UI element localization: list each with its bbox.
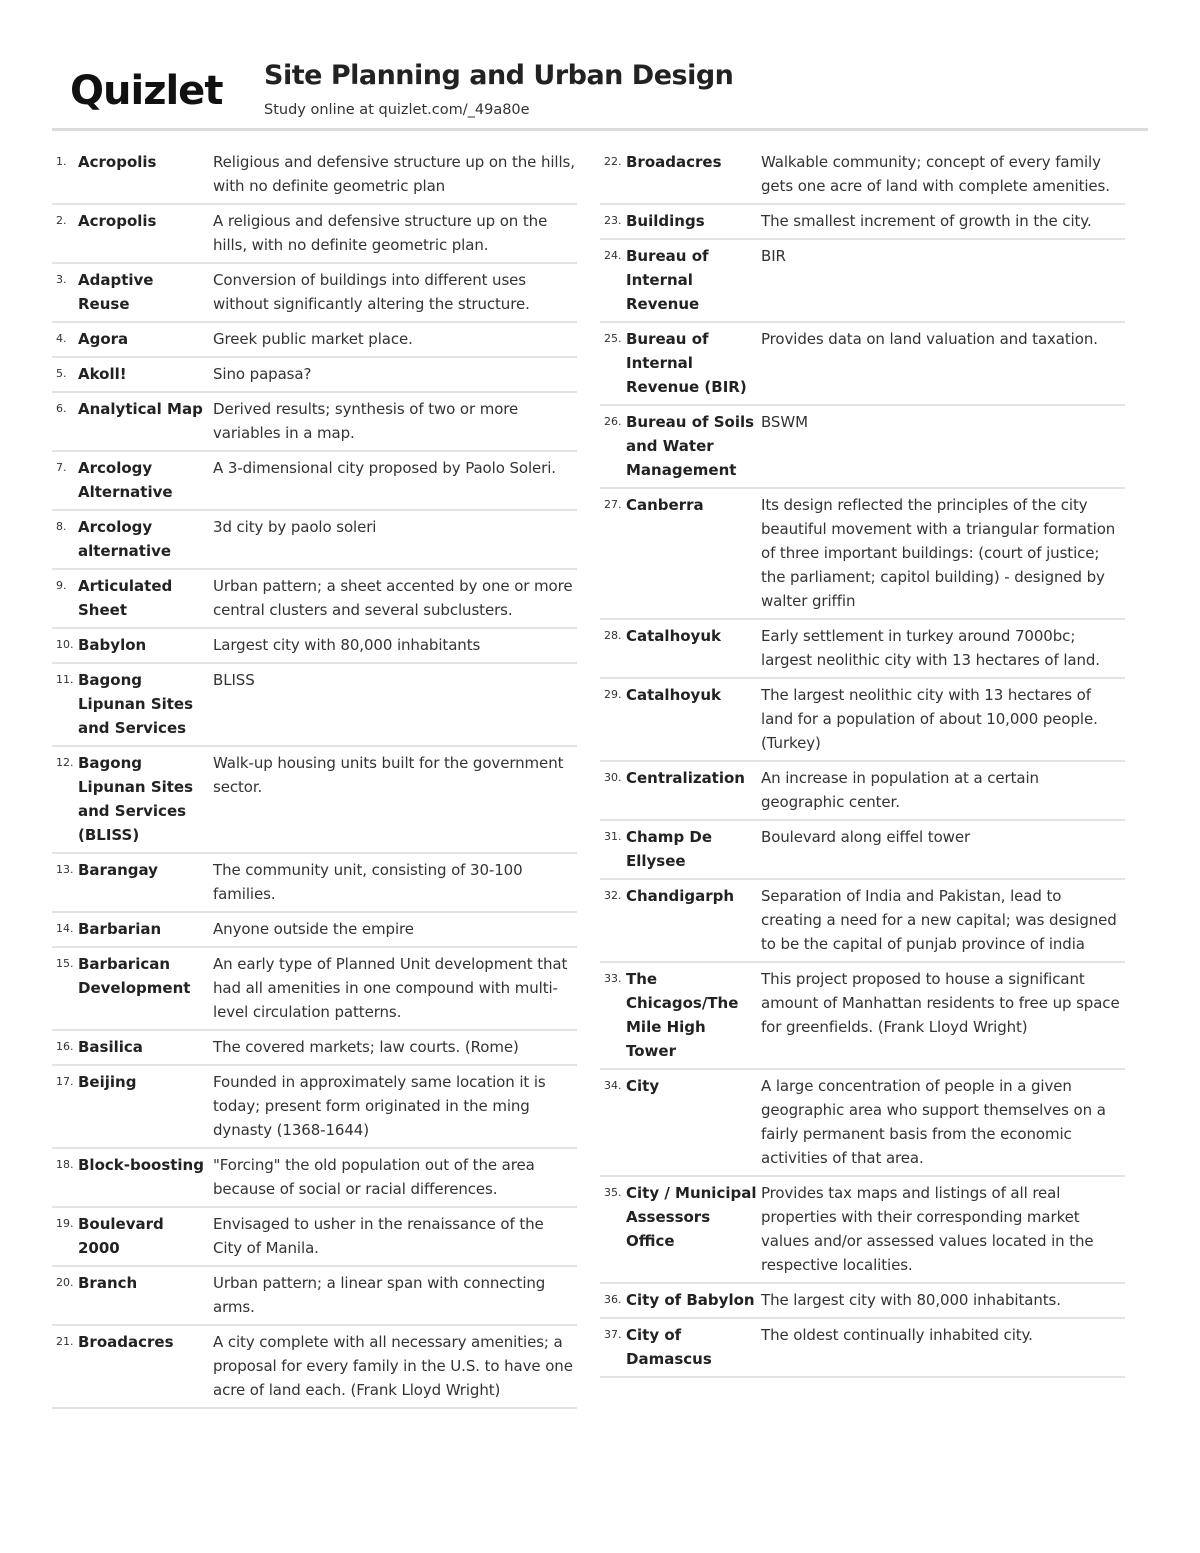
term-row [52,664,577,747]
term-label: Adaptive Reuse [78,271,154,313]
term-definition: The largest neolithic city with 13 hectares of land for a population of about 10,000 people. (Turkey) [761,686,1098,752]
term-label: City / Municipal Assessors Office [626,1184,757,1250]
term-label: Barbarian [78,920,162,938]
term-definition: The oldest continually inhabited city. [761,1326,1033,1344]
term-label: Bagong Lipunan Sites and Services [78,671,194,737]
term-row [52,393,577,452]
term-label: Barangay [78,861,158,879]
term-number: 24. [604,249,622,262]
term-label: Broadacres [78,1333,174,1351]
term-number: 22. [604,155,622,168]
term-number: 18. [56,1158,74,1171]
term-label: Chandigarph [626,887,735,905]
term-definition: 3d city by paolo soleri [213,518,377,536]
term-number: 1. [56,155,67,168]
term-number: 20. [56,1276,74,1289]
term-number: 23. [604,214,622,227]
term-row [52,747,577,854]
term-row [600,1284,1125,1319]
term-definition: Greek public market place. [213,330,413,348]
term-row [600,205,1125,240]
term-number: 32. [604,889,622,902]
term-number: 25. [604,332,622,345]
right-column [600,146,1125,1378]
term-number: 2. [56,214,67,227]
term-label: Acropolis [78,212,157,230]
header-divider [52,128,1148,131]
quizlet-logo: Quizlet [70,68,223,114]
term-number: 28. [604,629,622,642]
term-definition: Anyone outside the empire [213,920,414,938]
term-row [52,1031,577,1066]
term-definition: A religious and defensive structure up on the hills, with no definite geometric plan. [213,212,548,254]
page-subtitle: Study online at quizlet.com/_49a80e [264,102,530,118]
term-row [52,264,577,323]
term-label: City of Babylon [626,1291,755,1309]
term-row [52,205,577,264]
term-label: City of Damascus [626,1326,712,1368]
term-row [600,821,1125,880]
term-definition: An increase in population at a certain geographic center. [761,769,1039,811]
term-number: 30. [604,771,622,784]
term-row [52,358,577,393]
term-label: Bureau of Soils and Water Management [626,413,755,479]
term-number: 36. [604,1293,622,1306]
term-row [52,854,577,913]
term-label: Agora [78,330,129,348]
term-row [600,963,1125,1070]
term-number: 9. [56,579,67,592]
term-definition: Urban pattern; a sheet accented by one or more central clusters and several subclusters. [213,577,573,619]
term-row [52,913,577,948]
term-number: 19. [56,1217,74,1230]
term-number: 21. [56,1335,74,1348]
term-definition: Its design reflected the principles of the city beautiful movement with a triangular formation of three important buildings: (court of justice; the parliament; capitol building) - designed by walter griffin [761,496,1116,610]
term-number: 31. [604,830,622,843]
term-row [52,1267,577,1326]
term-definition: Walk-up housing units built for the government sector. [213,754,564,796]
term-label: Barbarican Development [78,955,191,997]
term-definition: A 3-dimensional city proposed by Paolo Soleri. [213,459,556,477]
term-definition: A large concentration of people in a given geographic area who support themselves on a fairly permanent basis from the economic activities of that area. [761,1077,1106,1167]
term-row [52,1208,577,1267]
term-definition: Boulevard along eiffel tower [761,828,971,846]
term-number: 15. [56,957,74,970]
term-definition: BLISS [213,671,255,689]
term-row [600,240,1125,323]
term-row [52,146,577,205]
term-definition: Provides data on land valuation and taxation. [761,330,1098,348]
term-row [600,489,1125,620]
term-label: Canberra [626,496,704,514]
term-row [600,1070,1125,1177]
term-definition: Urban pattern; a linear span with connecting arms. [213,1274,546,1316]
term-number: 17. [56,1075,74,1088]
term-label: Babylon [78,636,147,654]
term-definition: An early type of Planned Unit development that had all amenities in one compound with multi-level circulation patterns. [213,955,568,1021]
term-number: 26. [604,415,622,428]
term-row [600,1319,1125,1378]
term-row [600,880,1125,963]
term-definition: The covered markets; law courts. (Rome) [213,1038,519,1056]
term-label: Boulevard 2000 [78,1215,164,1257]
term-row [600,323,1125,406]
term-label: Akoll! [78,365,127,383]
left-column [52,146,577,1409]
term-definition: BSWM [761,413,808,431]
page-header [52,56,1148,130]
term-label: Acropolis [78,153,157,171]
term-label: Analytical Map [78,400,203,418]
term-label: Block-boosting [78,1156,204,1174]
term-definition: A city complete with all necessary amenities; a proposal for every family in the U.S. to have one acre of land each. (Frank Lloyd Wright) [213,1333,573,1399]
term-label: Broadacres [626,153,722,171]
term-label: Catalhoyuk [626,686,721,704]
term-number: 27. [604,498,622,511]
term-label: Centralization [626,769,745,787]
term-label: Arcology Alternative [78,459,173,501]
term-row [52,1066,577,1149]
term-row [600,620,1125,679]
term-number: 16. [56,1040,74,1053]
term-definition: This project proposed to house a significant amount of Manhattan residents to free up space for greenfields. (Frank Lloyd Wright) [761,970,1120,1036]
term-row [52,1149,577,1208]
term-label: Bagong Lipunan Sites and Services (BLISS) [78,754,194,844]
term-number: 35. [604,1186,622,1199]
term-row [600,1177,1125,1284]
term-label: Buildings [626,212,705,230]
term-definition: Envisaged to usher in the renaissance of the City of Manila. [213,1215,544,1257]
term-definition: The community unit, consisting of 30-100 families. [213,861,523,903]
term-number: 10. [56,638,74,651]
term-definition: Largest city with 80,000 inhabitants [213,636,481,654]
term-label: Beijing [78,1073,137,1091]
term-definition: The smallest increment of growth in the city. [761,212,1092,230]
term-number: 34. [604,1079,622,1092]
term-definition: Walkable community; concept of every family gets one acre of land with complete amenities. [761,153,1110,195]
term-number: 6. [56,402,67,415]
term-definition: Derived results; synthesis of two or more variables in a map. [213,400,519,442]
term-label: Articulated Sheet [78,577,173,619]
term-label: Branch [78,1274,138,1292]
term-row [52,1326,577,1409]
term-label: The Chicagos/The Mile High Tower [626,970,739,1060]
term-number: 29. [604,688,622,701]
term-definition: The largest city with 80,000 inhabitants. [761,1291,1061,1309]
page-title: Site Planning and Urban Design [264,60,734,91]
term-number: 8. [56,520,67,533]
term-definition: "Forcing" the old population out of the area because of social or racial differences. [213,1156,535,1198]
term-definition: Conversion of buildings into different uses without significantly altering the structure. [213,271,530,313]
term-row [600,146,1125,205]
term-label: Basilica [78,1038,143,1056]
term-label: Catalhoyuk [626,627,721,645]
term-number: 37. [604,1328,622,1341]
term-row [52,511,577,570]
term-row [52,948,577,1031]
term-label: Arcology alternative [78,518,172,560]
term-row [600,679,1125,762]
term-definition: Separation of India and Pakistan, lead to creating a need for a new capital; was designed to be the capital of punjab province of india [761,887,1117,953]
term-row [600,762,1125,821]
term-number: 14. [56,922,74,935]
term-row [600,406,1125,489]
term-definition: BIR [761,247,786,265]
term-row [52,452,577,511]
term-row [52,323,577,358]
term-number: 12. [56,756,74,769]
term-label: City [626,1077,660,1095]
term-number: 3. [56,273,67,286]
term-definition: Early settlement in turkey around 7000bc; largest neolithic city with 13 hectares of land. [761,627,1100,669]
term-number: 5. [56,367,67,380]
term-label: Champ De Ellysee [626,828,713,870]
term-definition: Sino papasa? [213,365,312,383]
term-definition: Founded in approximately same location it is today; present form originated in the ming dynasty (1368-1644) [213,1073,546,1139]
term-row [52,570,577,629]
term-row [52,629,577,664]
term-number: 7. [56,461,67,474]
term-definition: Provides tax maps and listings of all real properties with their corresponding market values and/or assessed values located in the respective localities. [761,1184,1094,1274]
term-number: 11. [56,673,74,686]
term-number: 13. [56,863,74,876]
term-number: 33. [604,972,622,985]
term-label: Bureau of Internal Revenue [626,247,709,313]
term-number: 4. [56,332,67,345]
term-label: Bureau of Internal Revenue (BIR) [626,330,747,396]
term-definition: Religious and defensive structure up on the hills, with no definite geometric plan [213,153,575,195]
